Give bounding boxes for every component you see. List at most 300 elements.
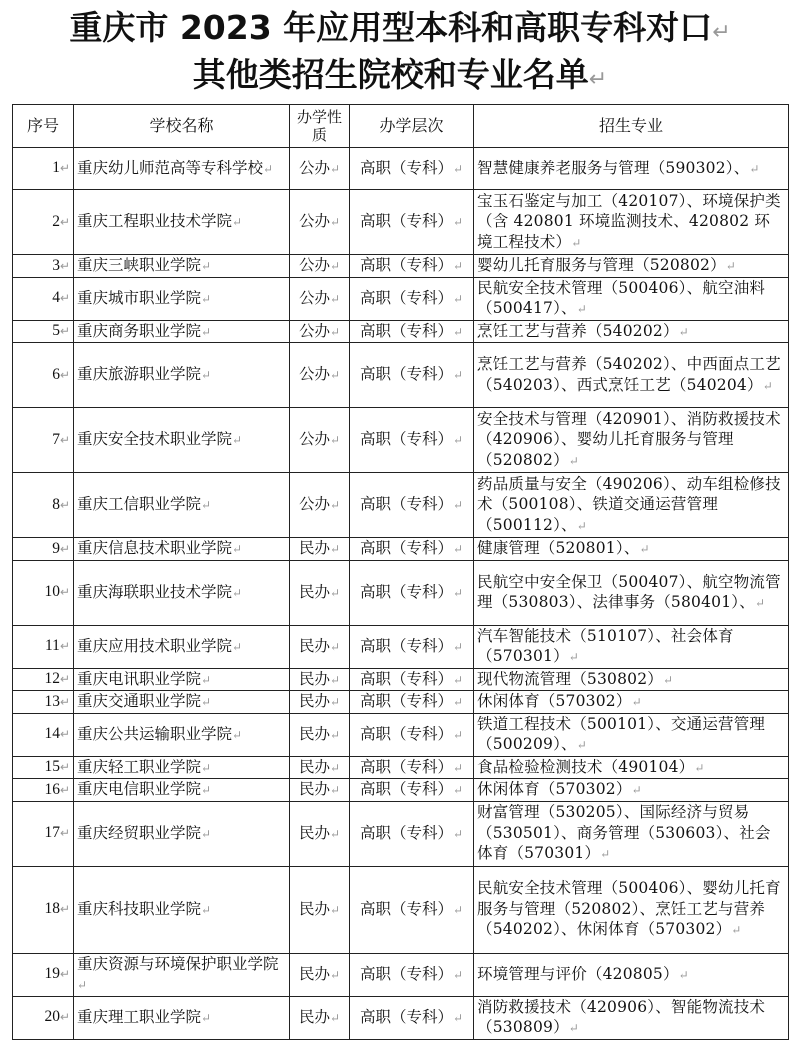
school-nature-cell xyxy=(290,473,350,538)
majors-text: 民航安全技术管理（500406）、航空油料（500417）、 xyxy=(477,278,766,317)
majors-text: 烹饪工艺与营养（540202） xyxy=(477,321,679,340)
paragraph-mark-icon: ↵ xyxy=(452,433,464,448)
school-level-text: 高职（专科） xyxy=(359,964,453,983)
paragraph-mark-icon: ↵ xyxy=(662,672,674,687)
school-name-cell xyxy=(74,668,290,691)
school-level-cell xyxy=(350,277,474,320)
paragraph-mark-icon: ↵ xyxy=(59,672,70,686)
paragraph-mark-icon: ↵ xyxy=(329,161,341,176)
paragraph-mark-icon: ↵ xyxy=(329,585,341,600)
paragraph-mark-icon: ↵ xyxy=(452,368,464,383)
school-name-cell xyxy=(74,756,290,779)
school-nature-cell xyxy=(290,996,350,1039)
school-name-cell xyxy=(74,148,290,190)
row-index-text: 9 xyxy=(52,539,60,557)
paragraph-mark-icon: ↵ xyxy=(201,368,212,383)
school-name-cell xyxy=(74,713,290,756)
school-name-text: 重庆交通职业学院 xyxy=(77,692,202,710)
paragraph-mark-icon: ↵ xyxy=(59,258,70,273)
school-name-text: 重庆资源与环境保护职业学院 xyxy=(77,954,279,973)
majors-text: 智慧健康养老服务与管理（590302）、 xyxy=(477,158,750,177)
majors-cell xyxy=(474,148,789,190)
header-school: 学校名称 xyxy=(74,105,290,148)
school-level-cell xyxy=(350,255,474,278)
paragraph-mark-icon: ↵ xyxy=(201,291,212,306)
row-index-cell xyxy=(13,691,74,714)
school-name-text: 重庆科技职业学院 xyxy=(77,899,202,918)
paragraph-mark-icon: ↵ xyxy=(329,967,341,982)
paragraph-mark-icon: ↵ xyxy=(571,235,582,250)
header-level: 办学层次 xyxy=(350,105,474,148)
majors-cell xyxy=(474,560,789,625)
majors-cell xyxy=(474,625,789,668)
paragraph-mark-icon: ↵ xyxy=(329,783,341,797)
row-index-text: 5 xyxy=(52,322,60,339)
paragraph-mark-icon: ↵ xyxy=(59,367,70,382)
school-name-text: 重庆安全技术职业学院 xyxy=(77,430,233,449)
document-title-line-2 xyxy=(0,52,800,103)
school-name-cell xyxy=(74,866,290,953)
school-nature-text: 民办 xyxy=(298,539,330,557)
school-name-text: 重庆工信职业学院 xyxy=(77,495,202,514)
school-level-cell xyxy=(350,713,474,756)
school-name-cell xyxy=(74,538,290,561)
paragraph-mark-icon: ↵ xyxy=(232,542,243,556)
majors-text: 健康管理（520801）、 xyxy=(477,539,640,557)
paragraph-mark-icon: ↵ xyxy=(452,542,464,556)
school-level-text: 高职（专科） xyxy=(359,365,453,384)
paragraph-mark-icon: ↵ xyxy=(631,695,642,709)
header-nature: 办学性质 xyxy=(290,105,350,148)
row-index-cell xyxy=(13,756,74,779)
paragraph-mark-icon: ↵ xyxy=(588,67,608,92)
paragraph-mark-icon: ↵ xyxy=(59,727,70,742)
school-level-cell xyxy=(350,538,474,561)
paragraph-mark-icon: ↵ xyxy=(576,302,587,316)
row-index-cell xyxy=(13,801,74,866)
majors-text: 财富管理（530205）、国际经济与贸易（530501）、商务管理（530603）、社会体育（570301） xyxy=(477,803,771,863)
school-nature-cell xyxy=(290,408,350,473)
paragraph-mark-icon: ↵ xyxy=(77,978,88,992)
row-index-text: 2 xyxy=(52,212,60,230)
school-nature-text: 公办 xyxy=(298,365,330,384)
school-level-cell xyxy=(350,996,474,1039)
school-nature-text: 民办 xyxy=(298,669,330,688)
school-level-cell xyxy=(350,779,474,802)
paragraph-mark-icon: ↵ xyxy=(59,902,70,917)
school-level-cell xyxy=(350,148,474,190)
school-level-text: 高职（专科） xyxy=(359,669,453,688)
paragraph-mark-icon: ↵ xyxy=(452,902,464,917)
title-line-1-text: 重庆市 2023 年应用型本科和高职专科对口 xyxy=(69,8,713,47)
table-row xyxy=(13,148,789,190)
school-name-cell xyxy=(74,779,290,802)
school-name-cell xyxy=(74,996,290,1039)
school-name-cell xyxy=(74,277,290,320)
school-name-cell xyxy=(74,473,290,538)
paragraph-mark-icon: ↵ xyxy=(59,694,70,709)
row-index-text: 10 xyxy=(44,583,60,601)
table-row xyxy=(13,190,789,255)
school-nature-cell xyxy=(290,668,350,691)
row-index-cell xyxy=(13,779,74,802)
majors-cell xyxy=(474,473,789,538)
paragraph-mark-icon: ↵ xyxy=(749,161,760,176)
majors-text: 休闲体育（570302） xyxy=(477,692,632,710)
row-index-cell xyxy=(13,996,74,1039)
school-level-text: 高职（专科） xyxy=(359,495,453,514)
title-line-2-text: 其他类招生院校和专业名单 xyxy=(192,55,589,94)
school-name-cell xyxy=(74,691,290,714)
paragraph-mark-icon: ↵ xyxy=(452,760,464,775)
school-name-cell xyxy=(74,343,290,408)
school-name-cell xyxy=(74,320,290,343)
paragraph-mark-icon: ↵ xyxy=(452,259,464,273)
paragraph-mark-icon: ↵ xyxy=(452,826,464,841)
table-row xyxy=(13,779,789,802)
school-level-cell xyxy=(350,756,474,779)
table-row xyxy=(13,996,789,1039)
school-nature-text: 民办 xyxy=(298,636,330,655)
paragraph-mark-icon: ↵ xyxy=(329,760,341,775)
table-row xyxy=(13,668,789,691)
school-level-text: 高职（专科） xyxy=(359,724,453,743)
row-index-cell xyxy=(13,953,74,996)
school-nature-cell xyxy=(290,320,350,343)
table-row xyxy=(13,625,789,668)
paragraph-mark-icon: ↵ xyxy=(201,783,212,797)
paragraph-mark-icon: ↵ xyxy=(201,695,212,709)
row-index-text: 1 xyxy=(52,159,60,177)
majors-cell xyxy=(474,801,789,866)
paragraph-mark-icon: ↵ xyxy=(201,760,212,775)
table-row xyxy=(13,320,789,343)
school-level-text: 高职（专科） xyxy=(359,899,453,918)
school-name-cell xyxy=(74,953,290,996)
paragraph-mark-icon: ↵ xyxy=(201,1010,212,1025)
row-index-text: 20 xyxy=(44,1008,60,1026)
paragraph-mark-icon: ↵ xyxy=(452,161,464,176)
majors-cell xyxy=(474,408,789,473)
school-nature-text: 公办 xyxy=(298,495,330,514)
majors-text: 婴幼儿托育服务与管理（520802） xyxy=(477,256,726,274)
school-level-cell xyxy=(350,190,474,255)
majors-text: 安全技术与管理（420901）、消防救援技术（420906）、婴幼儿托育服务与管理（520802） xyxy=(477,409,781,469)
paragraph-mark-icon: ↵ xyxy=(59,639,70,654)
majors-text: 药品质量与安全（490206）、动车组检修技术（500108）、铁道交通运营管理（500112）、 xyxy=(477,474,781,534)
paragraph-mark-icon: ↵ xyxy=(329,498,341,513)
school-level-cell xyxy=(350,866,474,953)
school-nature-cell xyxy=(290,779,350,802)
paragraph-mark-icon: ↵ xyxy=(600,847,611,862)
school-nature-text: 民办 xyxy=(298,1007,330,1026)
paragraph-mark-icon: ↵ xyxy=(201,324,212,339)
school-name-text: 重庆理工职业学院 xyxy=(77,1007,202,1026)
school-nature-text: 民办 xyxy=(298,780,330,798)
paragraph-mark-icon: ↵ xyxy=(201,672,212,687)
school-name-text: 重庆三峡职业学院 xyxy=(77,256,202,274)
school-name-text: 重庆经贸职业学院 xyxy=(77,823,202,842)
school-name-text: 重庆公共运输职业学院 xyxy=(77,724,233,743)
majors-text: 民航空中安全保卫（500407）、航空物流管理（530803）、法律事务（580401）、 xyxy=(477,572,781,611)
paragraph-mark-icon: ↵ xyxy=(754,596,766,610)
school-level-cell xyxy=(350,560,474,625)
school-level-text: 高职（专科） xyxy=(359,780,453,798)
paragraph-mark-icon: ↵ xyxy=(329,433,341,448)
school-level-text: 高职（专科） xyxy=(359,430,453,449)
table-row xyxy=(13,408,789,473)
paragraph-mark-icon: ↵ xyxy=(329,291,341,306)
paragraph-mark-icon: ↵ xyxy=(694,760,705,775)
paragraph-mark-icon: ↵ xyxy=(452,783,464,797)
school-level-cell xyxy=(350,668,474,691)
school-level-cell xyxy=(350,691,474,714)
row-index-text: 4 xyxy=(52,289,60,307)
paragraph-mark-icon: ↵ xyxy=(232,433,243,448)
school-name-text: 重庆应用技术职业学院 xyxy=(77,636,233,655)
school-level-text: 高职（专科） xyxy=(359,636,453,655)
paragraph-mark-icon: ↵ xyxy=(329,324,341,339)
school-nature-cell xyxy=(290,691,350,714)
school-nature-text: 民办 xyxy=(298,964,330,983)
majors-cell xyxy=(474,190,789,255)
majors-cell xyxy=(474,320,789,343)
school-nature-cell xyxy=(290,148,350,190)
paragraph-mark-icon: ↵ xyxy=(329,695,341,709)
school-name-text: 重庆海联职业技术学院 xyxy=(77,582,233,601)
paragraph-mark-icon: ↵ xyxy=(452,585,464,600)
paragraph-mark-icon: ↵ xyxy=(232,727,243,742)
paragraph-mark-icon: ↵ xyxy=(712,20,731,45)
row-index-text: 8 xyxy=(52,495,60,513)
school-nature-text: 公办 xyxy=(298,321,330,340)
school-nature-cell xyxy=(290,801,350,866)
school-level-text: 高职（专科） xyxy=(359,212,453,231)
majors-cell xyxy=(474,668,789,691)
school-nature-cell xyxy=(290,625,350,668)
paragraph-mark-icon: ↵ xyxy=(329,639,341,654)
paragraph-mark-icon: ↵ xyxy=(232,215,243,230)
majors-cell xyxy=(474,713,789,756)
table-row xyxy=(13,866,789,953)
majors-text: 现代物流管理（530802） xyxy=(477,669,663,688)
school-nature-text: 公办 xyxy=(298,212,330,231)
majors-cell xyxy=(474,996,789,1039)
document-title-line-1 xyxy=(0,6,800,55)
paragraph-mark-icon: ↵ xyxy=(329,215,341,230)
paragraph-mark-icon: ↵ xyxy=(452,215,464,230)
majors-text: 消防救援技术（420906）、智能物流技术（530809） xyxy=(477,997,766,1036)
row-index-cell xyxy=(13,408,74,473)
row-index-text: 6 xyxy=(52,365,60,383)
paragraph-mark-icon: ↵ xyxy=(59,760,70,774)
paragraph-mark-icon: ↵ xyxy=(568,650,580,664)
row-index-cell xyxy=(13,320,74,343)
row-index-cell xyxy=(13,625,74,668)
school-nature-cell xyxy=(290,560,350,625)
school-level-text: 高职（专科） xyxy=(359,321,453,340)
paragraph-mark-icon: ↵ xyxy=(329,1010,341,1025)
paragraph-mark-icon: ↵ xyxy=(263,161,274,176)
paragraph-mark-icon: ↵ xyxy=(639,542,650,556)
paragraph-mark-icon: ↵ xyxy=(59,1010,70,1025)
row-index-text: 14 xyxy=(44,725,60,743)
school-nature-cell xyxy=(290,190,350,255)
school-nature-text: 公办 xyxy=(298,288,330,307)
paragraph-mark-icon: ↵ xyxy=(329,259,341,273)
majors-text: 宝玉石鉴定与加工（420107）、环境保护类（含 420801 环境监测技术、420802 环境工程技术） xyxy=(477,191,781,251)
school-nature-text: 民办 xyxy=(298,724,330,743)
school-level-text: 高职（专科） xyxy=(359,582,453,601)
table-row xyxy=(13,343,789,408)
majors-cell xyxy=(474,343,789,408)
school-level-cell xyxy=(350,343,474,408)
paragraph-mark-icon: ↵ xyxy=(452,967,464,982)
school-name-text: 重庆商务职业学院 xyxy=(77,321,202,340)
table-header-row xyxy=(13,105,789,148)
paragraph-mark-icon: ↵ xyxy=(762,378,773,393)
school-nature-text: 公办 xyxy=(298,430,330,449)
paragraph-mark-icon: ↵ xyxy=(568,1021,580,1035)
paragraph-mark-icon: ↵ xyxy=(59,214,70,229)
table-row xyxy=(13,691,789,714)
table-row xyxy=(13,255,789,278)
paragraph-mark-icon: ↵ xyxy=(329,368,341,383)
school-level-text: 高职（专科） xyxy=(359,757,453,776)
school-level-cell xyxy=(350,473,474,538)
row-index-text: 7 xyxy=(52,430,60,448)
paragraph-mark-icon: ↵ xyxy=(59,967,70,982)
paragraph-mark-icon: ↵ xyxy=(201,498,212,513)
paragraph-mark-icon: ↵ xyxy=(59,324,70,338)
school-name-cell xyxy=(74,560,290,625)
table-row xyxy=(13,473,789,538)
school-level-text: 高职（专科） xyxy=(359,256,453,274)
paragraph-mark-icon: ↵ xyxy=(59,497,70,512)
school-level-cell xyxy=(350,408,474,473)
majors-text: 铁道工程技术（500101）、交通运营管理（500209）、 xyxy=(477,714,766,753)
table-row xyxy=(13,953,789,996)
school-level-cell xyxy=(350,320,474,343)
school-name-text: 重庆城市职业学院 xyxy=(77,288,202,307)
row-index-cell xyxy=(13,190,74,255)
school-level-text: 高职（专科） xyxy=(359,1007,453,1026)
school-nature-text: 民办 xyxy=(298,757,330,776)
paragraph-mark-icon: ↵ xyxy=(329,672,341,687)
school-nature-cell xyxy=(290,277,350,320)
majors-cell xyxy=(474,277,789,320)
row-index-cell xyxy=(13,148,74,190)
paragraph-mark-icon: ↵ xyxy=(329,826,341,841)
row-index-text: 17 xyxy=(44,824,60,842)
majors-text: 汽车智能技术（510107）、社会体育（570301） xyxy=(477,626,734,665)
paragraph-mark-icon: ↵ xyxy=(329,542,341,556)
school-level-text: 高职（专科） xyxy=(359,158,453,177)
school-nature-cell xyxy=(290,538,350,561)
paragraph-mark-icon: ↵ xyxy=(201,826,212,841)
header-index: 序号 xyxy=(13,105,74,148)
paragraph-mark-icon: ↵ xyxy=(452,695,464,709)
paragraph-mark-icon: ↵ xyxy=(725,259,737,273)
row-index-cell xyxy=(13,343,74,408)
paragraph-mark-icon: ↵ xyxy=(452,498,464,513)
row-index-text: 11 xyxy=(45,637,60,655)
row-index-cell xyxy=(13,538,74,561)
school-name-text: 重庆电信职业学院 xyxy=(77,780,202,798)
row-index-cell xyxy=(13,255,74,278)
majors-text: 食品检验检测技术（490104） xyxy=(477,757,695,776)
paragraph-mark-icon: ↵ xyxy=(576,738,587,752)
school-nature-text: 公办 xyxy=(298,158,330,177)
school-nature-cell xyxy=(290,343,350,408)
paragraph-mark-icon: ↵ xyxy=(59,432,70,447)
paragraph-mark-icon: ↵ xyxy=(59,541,70,556)
row-index-text: 12 xyxy=(44,670,60,687)
paragraph-mark-icon: ↵ xyxy=(452,1010,464,1025)
row-index-cell xyxy=(13,473,74,538)
table-row xyxy=(13,713,789,756)
row-index-cell xyxy=(13,668,74,691)
school-name-text: 重庆幼儿师范高等专科学校 xyxy=(77,158,264,177)
majors-cell xyxy=(474,538,789,561)
school-level-text: 高职（专科） xyxy=(359,692,453,710)
school-name-cell xyxy=(74,408,290,473)
school-nature-text: 民办 xyxy=(298,692,330,710)
majors-cell xyxy=(474,255,789,278)
majors-text: 民航安全技术管理（500406）、婴幼儿托育服务与管理（520802）、烹饪工艺与营养（540202）、休闲体育（570302） xyxy=(477,879,781,939)
school-nature-text: 民办 xyxy=(298,899,330,918)
school-nature-text: 民办 xyxy=(298,823,330,842)
school-nature-text: 公办 xyxy=(298,256,330,274)
row-index-cell xyxy=(13,713,74,756)
paragraph-mark-icon: ↵ xyxy=(452,324,464,339)
row-index-cell xyxy=(13,866,74,953)
paragraph-mark-icon: ↵ xyxy=(59,826,70,841)
paragraph-mark-icon: ↵ xyxy=(201,259,212,273)
school-level-text: 高职（专科） xyxy=(359,823,453,842)
paragraph-mark-icon: ↵ xyxy=(59,782,70,797)
majors-cell xyxy=(474,691,789,714)
school-level-text: 高职（专科） xyxy=(359,539,453,557)
row-index-text: 16 xyxy=(44,780,60,798)
school-name-cell xyxy=(74,190,290,255)
paragraph-mark-icon: ↵ xyxy=(576,518,587,533)
paragraph-mark-icon: ↵ xyxy=(452,727,464,742)
row-index-cell xyxy=(13,277,74,320)
row-index-text: 19 xyxy=(44,965,60,983)
school-level-text: 高职（专科） xyxy=(359,288,453,307)
school-nature-text: 民办 xyxy=(298,582,330,601)
header-majors: 招生专业 xyxy=(474,105,789,148)
row-index-cell xyxy=(13,560,74,625)
school-level-cell xyxy=(350,625,474,668)
paragraph-mark-icon: ↵ xyxy=(731,923,742,938)
paragraph-mark-icon: ↵ xyxy=(201,902,212,917)
table-row xyxy=(13,560,789,625)
table-row xyxy=(13,538,789,561)
table-row xyxy=(13,756,789,779)
majors-text: 烹饪工艺与营养（540202）、中西面点工艺（540203）、西式烹饪工艺（540204） xyxy=(477,355,781,394)
paragraph-mark-icon: ↵ xyxy=(678,324,689,339)
paragraph-mark-icon: ↵ xyxy=(232,585,243,600)
school-name-text: 重庆工程职业技术学院 xyxy=(77,212,233,231)
majors-cell xyxy=(474,866,789,953)
school-name-text: 重庆轻工职业学院 xyxy=(77,757,202,776)
paragraph-mark-icon: ↵ xyxy=(568,453,580,468)
paragraph-mark-icon: ↵ xyxy=(452,291,464,306)
school-name-cell xyxy=(74,801,290,866)
paragraph-mark-icon: ↵ xyxy=(631,783,642,797)
